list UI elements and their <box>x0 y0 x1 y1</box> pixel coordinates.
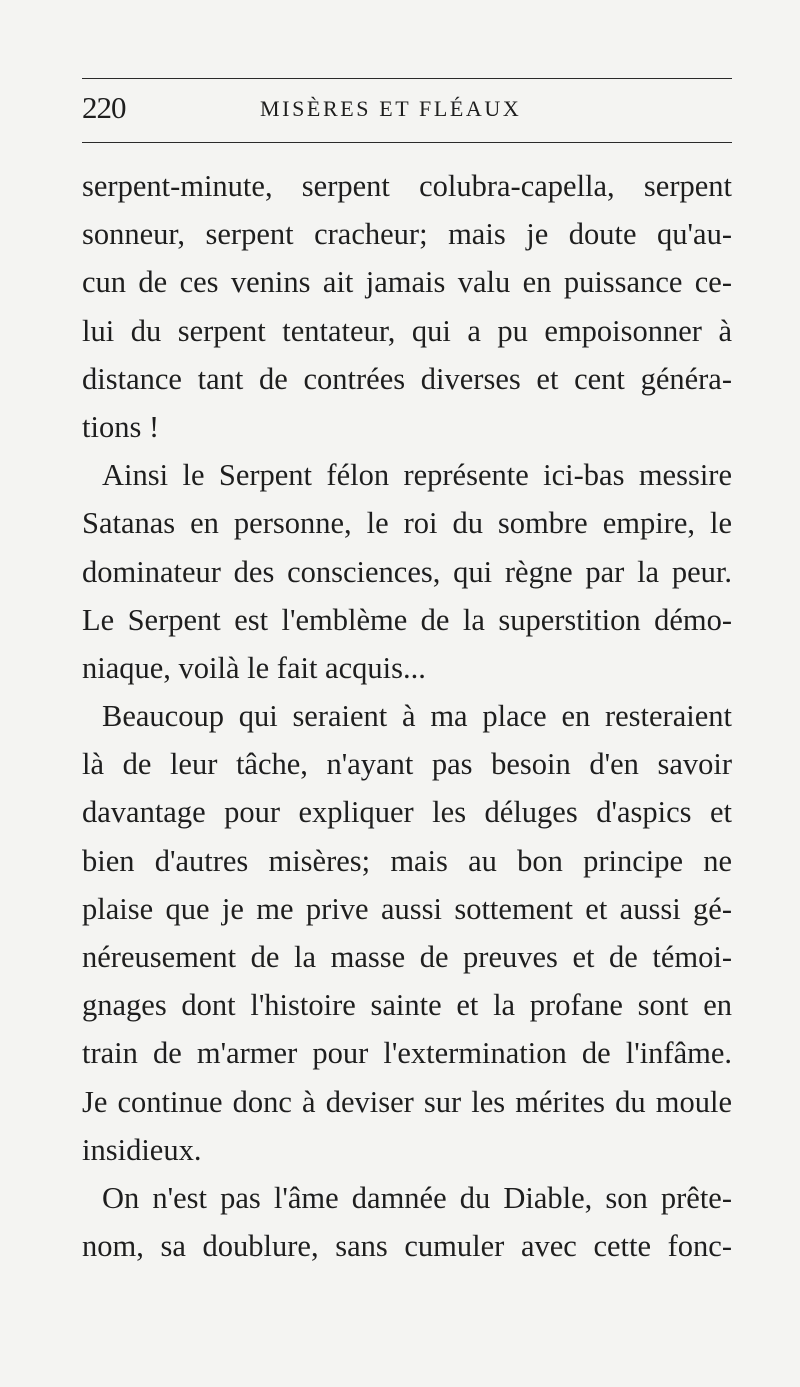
text-line: lui du serpent tentateur, qui a pu empoisonner à <box>82 313 732 348</box>
text-line: On n'est pas l'âme damnée du Diable, son prête- <box>102 1180 732 1215</box>
text-line: Beaucoup qui seraient à ma place en resteraient <box>102 699 732 734</box>
text-line: Le Serpent est l'emblème de la superstition démo- <box>82 602 732 637</box>
top-rule <box>82 78 732 79</box>
text-line: serpent-minute, serpent colubra-capella, serpent <box>82 169 732 203</box>
page-header <box>82 88 732 132</box>
body-text <box>82 162 742 1270</box>
text-line: nom, sa doublure, sans cumuler avec cette fonc- <box>82 1229 732 1264</box>
text-line: niaque, voilà le fait acquis... <box>82 650 426 685</box>
page-number: 220 <box>82 90 126 125</box>
text-line: insidieux. <box>82 1132 202 1167</box>
text-line: davantage pour expliquer les déluges d'aspics et <box>82 795 732 830</box>
text-line: bien d'autres misères; mais au bon principe ne <box>82 843 732 878</box>
text-line: néreusement de la masse de preuves et de témoi- <box>82 940 732 974</box>
text-line: Satanas en personne, le roi du sombre empire, le <box>82 506 732 541</box>
header-rule <box>82 142 732 143</box>
text-line: tions ! <box>82 409 160 444</box>
text-line: cun de ces venins ait jamais valu en puissance ce- <box>82 265 732 300</box>
text-line: distance tant de contrées diverses et cent généra- <box>82 361 732 396</box>
text-line: train de m'armer pour l'extermination de l'infâme. <box>82 1036 732 1071</box>
text-line: Je continue donc à deviser sur les mérites du moule <box>82 1084 732 1119</box>
text-line: gnages dont l'histoire sainte et la profane sont en <box>82 988 732 1023</box>
text-line: Ainsi le Serpent félon représente ici-bas messire <box>102 458 732 493</box>
running-title: MISÈRES ET FLÉAUX <box>260 96 522 121</box>
text-line: sonneur, serpent cracheur; mais je doute qu'au- <box>82 217 732 252</box>
text-line: là de leur tâche, n'ayant pas besoin d'en savoir <box>82 747 732 782</box>
text-line: dominateur des consciences, qui règne par la peur. <box>82 554 732 589</box>
text-line: plaise que je me prive aussi sottement et aussi gé- <box>82 891 732 926</box>
